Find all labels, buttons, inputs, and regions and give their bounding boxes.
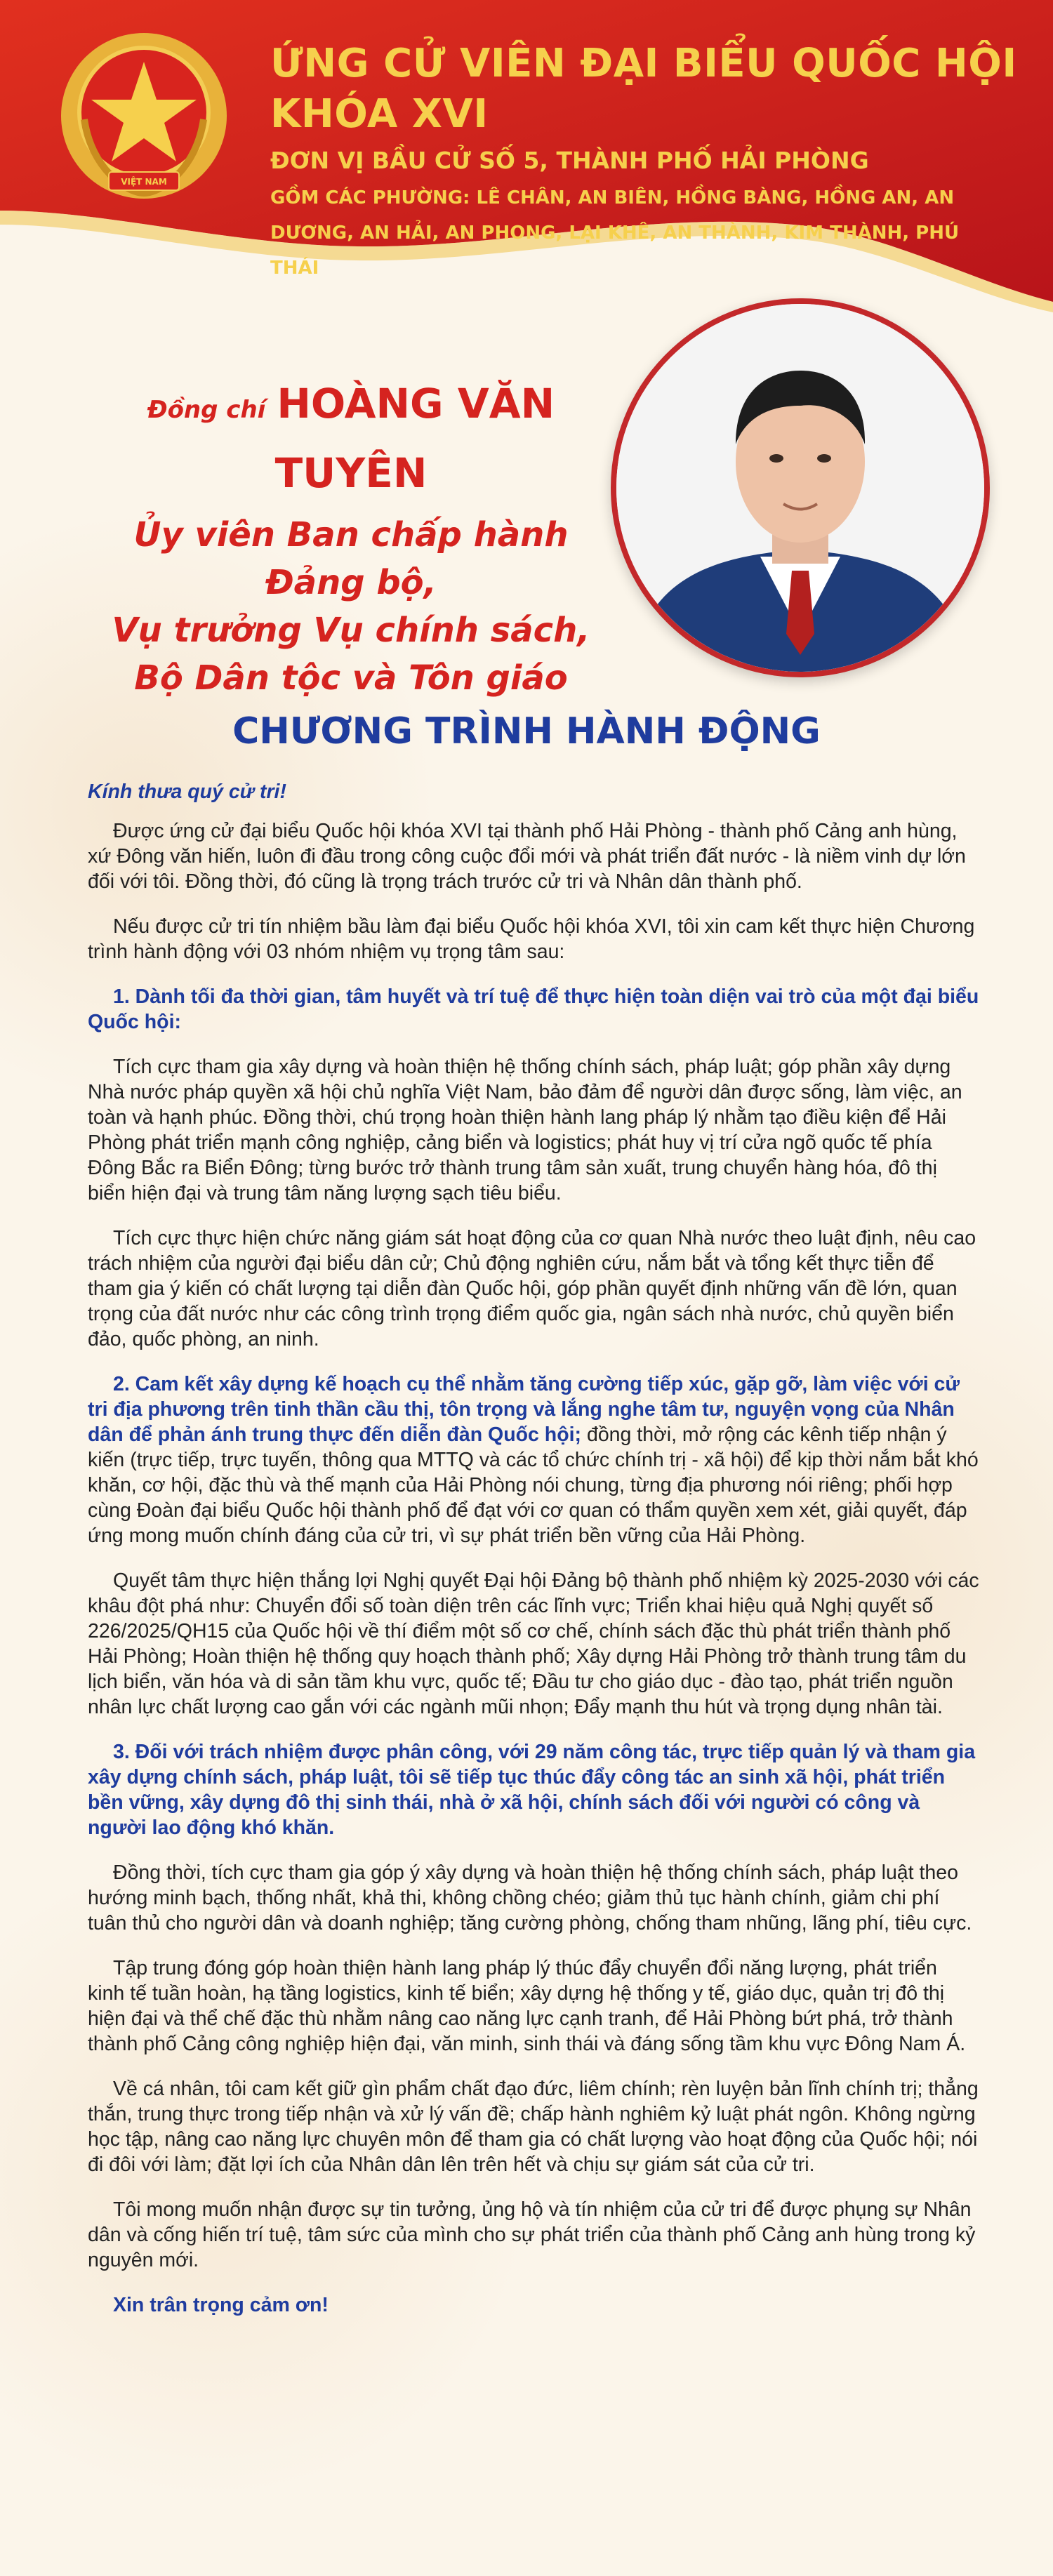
point-3-heading: 3. Đối với trách nhiệm được phân công, với 29 năm công tác, trực tiếp quản lý và tham gia xây dựng chính sách, pháp luật, tôi sẽ tiếp tục thúc đẩy công tác an sinh xã hội, phát triển bền vững, xây dựng đô thị sinh thái, nhà ở xã hội, chính sách đối với người có công và người lao động khó khăn. <box>88 1741 976 1839</box>
candidate-info <box>91 372 611 702</box>
candidate-role-line-1: Ủy viên Ban chấp hành Đảng bộ, <box>133 515 569 602</box>
header-electoral-unit: ĐƠN VỊ BẦU CỬ SỐ 5, THÀNH PHỐ HẢI PHÒNG <box>270 147 869 174</box>
paragraph-point-3a: Đồng thời, tích cực tham gia góp ý xây dựng và hoàn thiện hệ thống chính sách, pháp luật theo hướng minh bạch, thống nhất, khả thi, không chồng chéo; giảm thủ tục hành chính, giảm chi phí tuân thủ cho người dân và doanh nghiệp; tăng cường phòng, chống tham nhũng, lãng phí, tiêu cực. <box>88 1861 972 1934</box>
candidate-prefix: Đồng chí <box>147 396 266 424</box>
candidate-name: HOÀNG VĂN TUYÊN <box>274 380 555 497</box>
paragraph-point-3b: Tập trung đóng góp hoàn thiện hành lang pháp lý thúc đẩy chuyển đổi năng lượng, phát triển kinh tế tuần hoàn, hạ tầng logistics, kinh tế biển; xây dựng hệ thống y tế, giáo dục, quản trị đô thị hiện đại và thể chế đặc thù nhằm nâng cao năng lực cạnh tranh, để Hải Phòng bứt phá, trở thành thành phố Cảng công nghiệp hiện đại, văn minh, sinh thái và đáng sống tầm khu vực Đông Nam Á. <box>88 1957 966 2055</box>
header-text-block <box>270 39 1028 286</box>
paragraph-commitment: Nếu được cử tri tín nhiệm bầu làm đại biểu Quốc hội khóa XVI, tôi xin cam kết thực hiện Chương trình hành động với 03 nhóm nhiệm vụ trọng tâm sau: <box>88 915 975 963</box>
closing-line: Xin trân trọng cảm ơn! <box>113 2294 329 2316</box>
point-1-heading: 1. Dành tối đa thời gian, tâm huyết và trí tuệ để thực hiện toàn diện vai trò của một đại biểu Quốc hội: <box>88 985 979 1033</box>
paragraph-point-1b: Tích cực thực hiện chức năng giám sát hoạt động của cơ quan Nhà nước theo luật định, nêu cao trách nhiệm của người đại biểu dân cử; Chủ động nghiên cứu, nắm bắt và tổng kết thực tiễn để tham gia ý kiến có chất lượng tại diễn đàn Quốc hội, góp phần quyết định những vấn đề lớn, quan trọng của đất nước như các công trình trọng điểm quốc gia, ngân sách nhà nước, chủ quyền biển đảo, quốc phòng, an ninh. <box>88 1227 976 1350</box>
paragraph-resolution: Quyết tâm thực hiện thắng lợi Nghị quyết Đại hội Đảng bộ thành phố nhiệm kỳ 2025-2030 với các khâu đột phá như: Chuyển đổi số toàn diện trên các lĩnh vực; Triển khai hiệu quả Nghị quyết số 226/2025/QH15 của Quốc hội về thí điểm một số cơ chế, chính sách đặc thù phát triển thành phố Hải Phòng; Hoàn thiện hệ thống quy hoạch thành phố; Xây dựng Hải Phòng trở thành trung tâm du lịch biển, văn hóa và di sản tầm khu vực, quốc tế; Đầu tư cho giáo dục - đào tạo, phát triển nguồn nhân lực chất lượng cao gắn với các ngành mũi nhọn; Đẩy mạnh thu hút và trọng dụng nhân tài. <box>88 1569 979 1718</box>
action-program-body <box>88 779 979 2337</box>
candidate-role-line-2: Vụ trưởng Vụ chính sách, <box>112 611 590 650</box>
paragraph-point-1a: Tích cực tham gia xây dựng và hoàn thiện hệ thống chính sách, pháp luật; góp phần xây dựng Nhà nước pháp quyền xã hội chủ nghĩa Việt Nam, bảo đảm để người dân được sống, làm việc, an toàn và hạnh phúc. Đồng thời, chú trọng hoàn thiện hành lang pháp lý nhằm tạo điều kiện để Hải Phòng phát triển mạnh công nghiệp, cảng biển và logistics; phát huy vị trí cửa ngõ quốc tế phía Đông Bắc ra Biển Đông; từng bước trở thành trung tâm sản xuất, trung chuyển hàng hóa, đô thị biển hiện đại và trung tâm năng lượng sạch tiêu biểu. <box>88 1056 962 1204</box>
paragraph-point-2 <box>88 1372 979 1548</box>
paragraph-personal: Về cá nhân, tôi cam kết giữ gìn phẩm chất đạo đức, liêm chính; rèn luyện bản lĩnh chính trị; thẳng thắn, trung thực trong tiếp nhận và xử lý vấn đề; chấp hành nghiêm kỷ luật phát ngôn. Không ngừng học tập, nâng cao năng lực chuyên môn để tham gia có chất lượng vào hoạt động của Quốc hội; nói đi đôi với làm; đặt lợi ích của Nhân dân lên trên hết và chịu sự giám sát của cử tri. <box>88 2078 979 2176</box>
section-title: CHƯƠNG TRÌNH HÀNH ĐỘNG <box>232 710 821 752</box>
header-title: ỨNG CỬ VIÊN ĐẠI BIỂU QUỐC HỘI KHÓA XVI <box>270 41 1017 137</box>
point-2-heading: 2. Cam kết xây dựng kế hoạch cụ thể nhằm tăng cường tiếp xúc, gặp gỡ, làm việc với cử tri địa phương trên tinh thần cầu thị, tôn trọng và lắng nghe tâm tư, nguyện vọng của Nhân dân để phản ánh trung thực đến diễn đàn Quốc hội; <box>88 1373 960 1446</box>
point-2-text: đồng thời, mở rộng các kênh tiếp nhận ý kiến (trực tiếp, trực tuyến, thông qua MTTQ và các tổ chức chính trị - xã hội) để kịp thời nắm bắt khó khăn, cơ hội, đặc thù và thế mạnh của Hải Phòng nói chung, từng địa phương nói riêng; phối hợp cùng Đoàn đại biểu Quốc hội thành phố để đạt với cơ quan có thẩm quyền xem xét, giải quyết, đáp ứng mong muốn chính đáng của cử tri, vì sự phát triển bền vững của Hải Phòng. <box>88 1423 979 1547</box>
header-banner <box>0 0 1053 330</box>
candidate-name-line <box>91 372 611 511</box>
paragraph-intro: Được ứng cử đại biểu Quốc hội khóa XVI tại thành phố Hải Phòng - thành phố Cảng anh hùng, xứ Đông văn hiến, luôn đi đầu trong công cuộc đổi mới và phát triển đất nước - là niềm vinh dự lớn đối với tôi. Đồng thời, đó cũng là trọng trách trước cử tri và Nhân dân thành phố. <box>88 820 966 893</box>
candidate-role-line-3: Bộ Dân tộc và Tôn giáo <box>134 658 568 698</box>
emblem-ribbon-text: VIỆT NAM <box>121 177 167 187</box>
national-emblem-icon <box>56 28 232 204</box>
candidate-portrait <box>611 298 990 677</box>
greeting: Kính thưa quý cử tri! <box>88 781 286 803</box>
paragraph-hope: Tôi mong muốn nhận được sự tin tưởng, ủng hộ và tín nhiệm của cử tri để được phụng sự Nhân dân và cống hiến trí tuệ, tâm sức của mình cho sự phát triển của thành phố Cảng anh hùng trong kỷ nguyên mới. <box>88 2198 976 2271</box>
header-wards-list: GỒM CÁC PHƯỜNG: LÊ CHÂN, AN BIÊN, HỒNG BÀNG, HỒNG AN, AN DƯƠNG, AN HẢI, AN PHONG, LẠI KHÊ, AN THÀNH, KIM THÀNH, PHÚ THÁI <box>270 187 960 279</box>
